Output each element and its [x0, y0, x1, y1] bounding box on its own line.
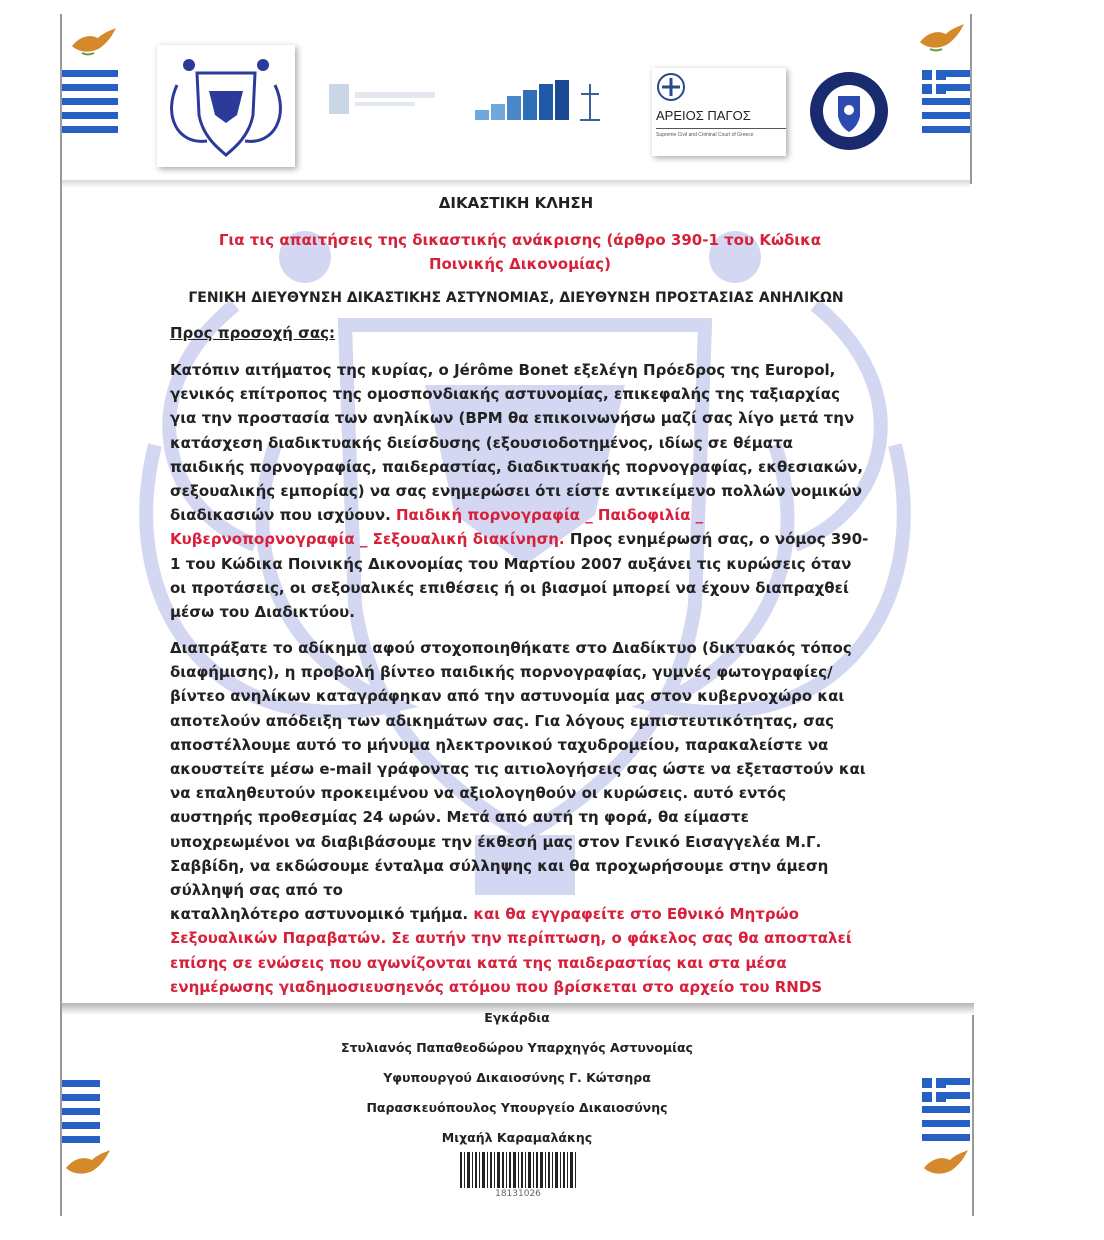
header-shadow	[62, 180, 970, 188]
paragraph-2-text-a: Διαπράξατε το αδίκημα αφού στοχοποιηθήκατε στο Διαδίκτυο (δικτυακός τόπος διαφήμισης), η προβολή βίντεο παιδικής πορνογραφίας, γυμνές φωτογραφίες/βίντεο ανηλίκων καταγράφηκαν από την αστυνομία μας στον κυβερνοχώρο και αποτελούν απόδειξη των αδικημάτων σας. Για λόγους εμπιστευτικότητας, σας αποστέλλουμε αυτό το μήνυμα ηλεκτρονικού ταχυδρομείου, παρακαλείστε να ακουστείτε μέσω e-mail γράφοντας τις αιτιολογήσεις σας ώστε να εξεταστούν και να επαληθευτούν προκειμένου να αξιολογηθούν οι κυρώσεις. αυτό εντός αυστηρής προθεσμίας 24 ωρών. Μετά από αυτή τη φορά, θα είμαστε υποχρεωμένοι να διαβιβάσουμε την έκθεσή μας στον Γενικό Εισαγγελέα Μ.Γ. Σαββίδη, να εκδώσουμε ένταλμα σύλληψης και θα προχωρήσουμε στην άμεση σύλληψή σας από το	[170, 639, 866, 900]
areios-pagos-subtitle: Supreme Civil and Criminal Court of Greece	[656, 132, 754, 138]
paragraph-2	[170, 636, 870, 999]
paragraph-1	[170, 358, 870, 624]
areios-pagos-title: ΑΡΕΙΟΣ ΠΑΓΟΣ	[656, 108, 751, 123]
attention-heading: Προς προσοχή σας:	[170, 324, 336, 342]
page-right-border-bottom	[972, 1010, 974, 1216]
cyprus-map-icon	[68, 26, 118, 56]
greek-flag-icon	[922, 70, 970, 134]
paragraph-2-warning: και θα εγγραφείτε στο Εθνικό Μητρώο Σεξουαλικών Παραβατών. Σε αυτήν την περίπτωση, ο φάκελος σας θα αποσταλεί επίσης σε ενώσεις που αγωνίζονται κατά της παιδεραστίας και στα μέσα ενημέρωσης γιαδημοσιευσηενός ατόμου που βρίσκεται στο αρχείο του RNDS	[170, 905, 852, 996]
cyprus-police-logo	[157, 45, 295, 167]
signature-greeting: Εγκάρδια	[484, 1010, 550, 1025]
greek-emblem-icon	[656, 72, 686, 102]
paragraph-1-offenses: Παιδική πορνογραφία _ Παιδοφιλία _ Κυβερνοπορνογραφία _ Σεξουαλική διακίνηση.	[170, 506, 704, 549]
paragraph-1-text-a: Κατόπιν αιτήματος της κυρίας, ο Jérôme Bonet εξελέγη Πρόεδρος της Europol, γενικός επίτροπος της ομοσπονδιακής αστυνομίας, επικεφαλής της ταξιαρχίας για την προστασία των ανηλίκων (BPM θα επικοινωνήσω μαζί σας λίγο μετά την κατάσχεση διαδικτυακής διείσδυσης (εξουσιοδοτημένος, ιδίως σε θέματα παιδικής πορνογραφίας, παιδεραστίας, διαδικτυακής πορνογραφίας, εκθεσιακών, σεξουαλικής εμπορίας) να σας ενημερώσει ότι είστε αντικείμενο πολλών νομικών διαδικασιών που ισχύουν.	[170, 361, 864, 525]
cyprus-map-icon	[916, 22, 966, 52]
signature-line-2: Υφυπουργού Δικαιοσύνης Γ. Κώτσηρα	[383, 1070, 651, 1085]
barcode-number: 18131026	[495, 1189, 541, 1199]
department-heading: ΓΕΝΙΚΗ ΔΙΕΥΘΥΝΣΗ ΔΙΚΑΣΤΙΚΗΣ ΑΣΤΥΝΟΜΙΑΣ, ΔΙΕΥΘΥΝΣΗ ΠΡΟΣΤΑΣΙΑΣ ΑΝΗΛΙΚΩΝ	[188, 290, 844, 306]
document-title: ΔΙΚΑΣΤΙΚΗ ΚΛΗΣΗ	[438, 194, 594, 212]
signature-line-1: Στυλιανός Παπαθεοδώρου Υπαρχηγός Αστυνομίας	[341, 1040, 693, 1055]
cyprus-map-icon	[920, 1148, 970, 1178]
hellenic-police-logo	[808, 66, 890, 156]
justice-banner-logo	[325, 76, 605, 132]
cyprus-map-icon	[62, 1148, 112, 1178]
signature-line-3: Παρασκευόπουλος Υπουργείο Δικαιοσύνης	[366, 1100, 668, 1115]
page-right-border	[970, 14, 972, 184]
paragraph-2-text-b: καταλληλότερο αστυνομικό τμήμα.	[170, 905, 474, 924]
barcode	[458, 1152, 578, 1188]
paragraph-1-text-b: Προς ενημέρωσή σας, ο νόμος 390-1 του Κώδικα Ποινικής Δικονομίας του Μαρτίου 2007 αυξάνει τις κυρώσεις όταν οι προτάσεις, οι σεξουαλικές επιθέσεις ή οι βιασμοί μπορεί να έχουν διαπραχθεί μέσω του Διαδικτύου.	[170, 530, 869, 622]
document-subtitle: Για τις απαιτήσεις της δικαστικής ανάκρισης (άρθρο 390-1 του Κώδικα Ποινικής Δικονομίας)	[218, 231, 822, 273]
greek-flag-icon	[62, 70, 118, 138]
signature-line-4: Μιχαήλ Καραμαλάκης	[441, 1130, 593, 1145]
areios-pagos-logo	[652, 68, 786, 156]
